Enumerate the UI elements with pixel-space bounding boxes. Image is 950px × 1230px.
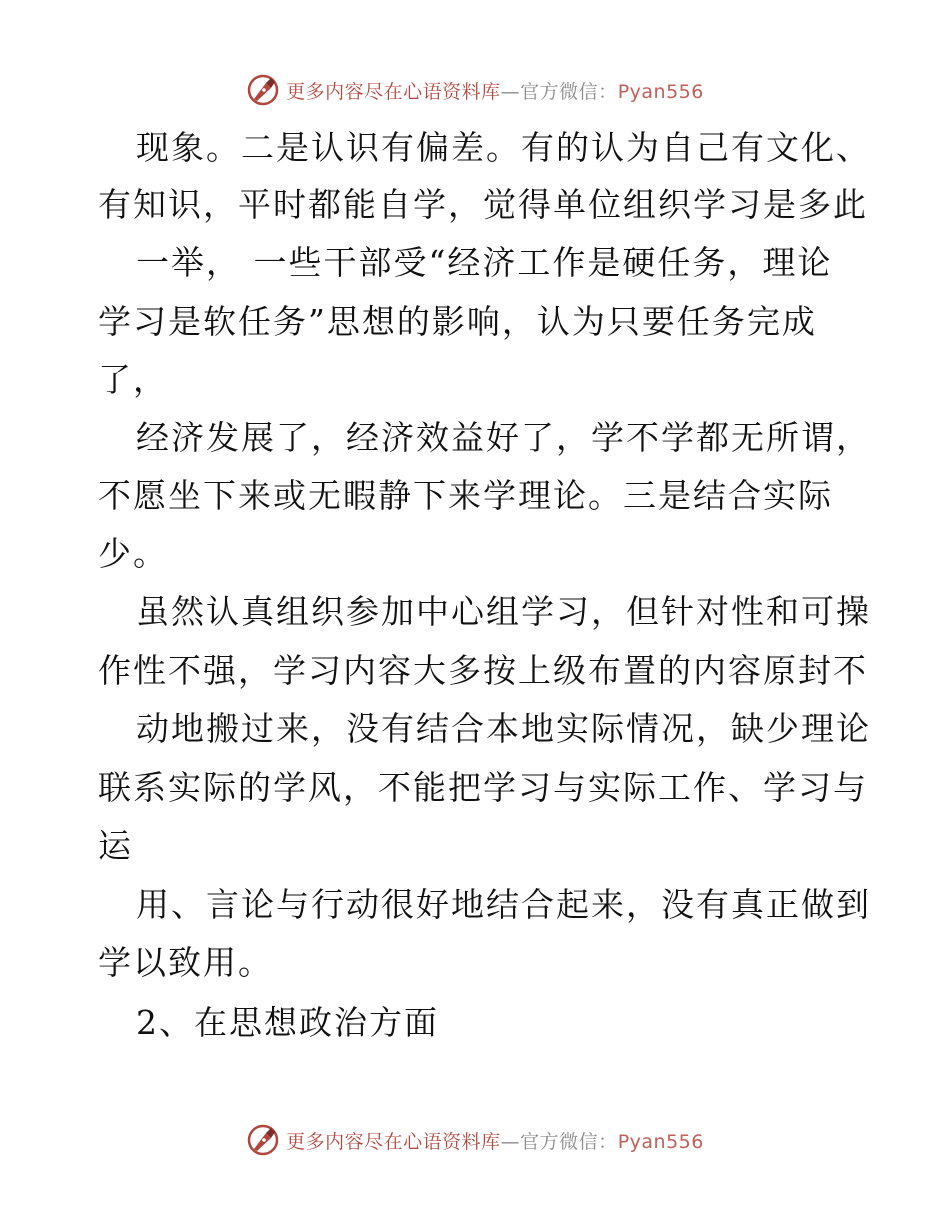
banner-contact-handle: Pyan556 (617, 80, 704, 103)
body-line: 作性不强，学习内容大多按上级布置的内容原封不 (98, 651, 868, 690)
banner-separator: — (500, 1130, 521, 1153)
pen-nib-logo-icon (246, 1123, 280, 1157)
body-line: 联系实际的学风，不能把学习与实际工作、学习与 (98, 768, 868, 807)
pen-nib-logo-icon (246, 73, 280, 107)
banner-contact-label: 官方微信： (520, 1130, 618, 1153)
body-line: 少。 (98, 534, 168, 573)
banner-contact-handle: Pyan556 (617, 1130, 704, 1153)
body-line: 经济发展了，经济效益好了，学不学都无所谓， (136, 418, 871, 457)
body-line: 学以致用。 (98, 943, 273, 982)
banner-separator: — (500, 80, 521, 103)
body-line: 运 (98, 826, 133, 865)
section-heading: 2、在思想政治方面 (136, 1003, 439, 1042)
body-line: 学习是软任务”思想的影响，认为只要任务完成 (98, 302, 817, 341)
header-banner (0, 70, 950, 110)
banner-text (286, 1127, 704, 1154)
banner-site-text: 更多内容尽在心语资料库 (286, 1130, 501, 1153)
body-line: 了， (98, 360, 168, 399)
body-line: 用、言论与行动很好地结合起来，没有真正做到 (136, 885, 871, 924)
footer-banner (0, 1120, 950, 1160)
banner-text (286, 77, 704, 104)
banner-contact-label: 官方微信： (520, 80, 618, 103)
body-line: 现象。二是认识有偏差。有的认为自己有文化、 (136, 128, 871, 167)
body-line: 虽然认真组织参加中心组学习，但针对性和可操 (136, 592, 871, 631)
banner-site-text: 更多内容尽在心语资料库 (286, 80, 501, 103)
body-line: 有知识，平时都能自学，觉得单位组织学习是多此 (98, 185, 868, 224)
body-line: 不愿坐下来或无暇静下来学理论。三是结合实际 (98, 476, 833, 515)
body-line: 一举， 一些干部受“经济工作是硬任务，理论 (136, 243, 833, 282)
body-line: 动地搬过来，没有结合本地实际情况，缺少理论 (136, 709, 871, 748)
